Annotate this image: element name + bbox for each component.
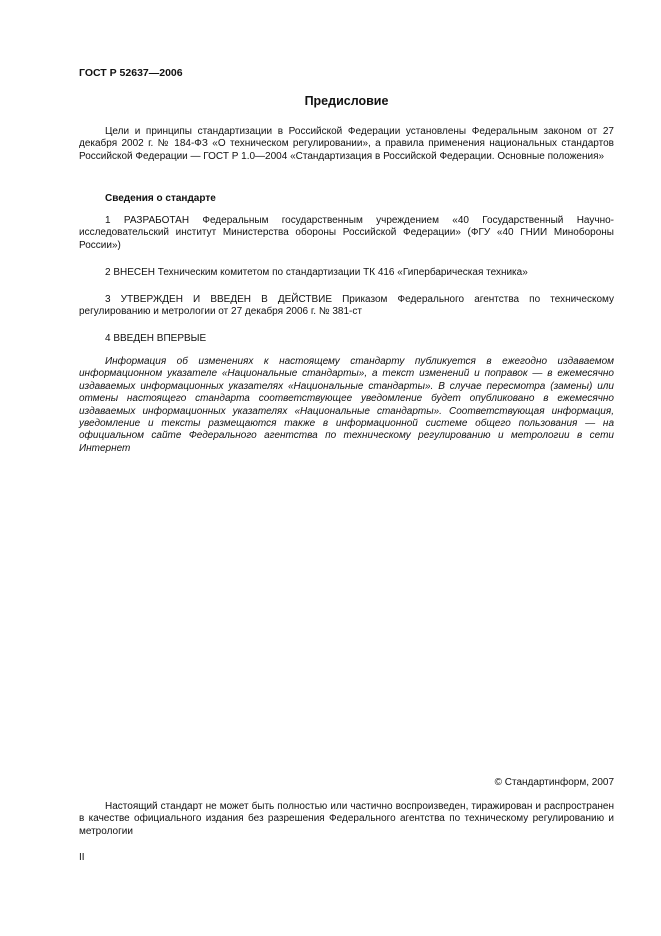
intro-paragraph: Цели и принципы стандартизации в Российской Федерации установлены Федеральным законом от 27 декабря 2002 г. № 184-ФЗ «О техническом регулировании», а правила применения национальных стандартов Российской Федерации — ГОСТ Р 1.0—2004 «Стандартизация в Российской Федерации. Основные положения» — [79, 126, 614, 162]
item-developed: 1 РАЗРАБОТАН Федеральным государственным учреждением «40 Государственный Научно-исследовательский институт Министерства обороны Российской Федерации» (ФГУ «40 ГНИИ Минобороны России») — [79, 215, 614, 251]
item-first-introduced: 4 ВВЕДЕН ВПЕРВЫЕ — [105, 333, 207, 344]
reproduction-notice: Настоящий стандарт не может быть полностью или частично воспроизведен, тиражирован и распространен в качестве официального издания без разрешения Федерального агентства по техническому регулированию и метрологии — [79, 801, 614, 837]
item-approved: 3 УТВЕРЖДЕН И ВВЕДЕН В ДЕЙСТВИЕ Приказом Федерального агентства по техническому регулированию и метрологии от 27 декабря 2006 г. № 381-ст — [79, 294, 614, 318]
page-title: Предисловие — [304, 94, 389, 108]
changes-info-paragraph: Информация об изменениях к настоящему стандарту публикуется в ежегодно издаваемом информационном указателе «Национальные стандарты», а текст изменений и поправок — в ежемесячно издаваемых информационных указателях «Национальные стандарты». В случае пересмотра (замены) или отмены настоящего стандарта соответствующее уведомление будет опубликовано в ежемесячно издаваемых информационных указателях «Национальные стандарты». Соответствующая информация, уведомление и тексты размещаются также в информационной системе общего пользования — на официальном сайте Федерального агентства по техническому регулированию и метрологии в сети Интернет — [79, 356, 614, 454]
standard-info-heading: Сведения о стандарте — [105, 193, 216, 204]
item-submitted: 2 ВНЕСЕН Техническим комитетом по стандартизации ТК 416 «Гипербарическая техника» — [105, 267, 528, 278]
copyright-notice: © Стандартинформ, 2007 — [494, 777, 614, 788]
page-number: II — [79, 852, 85, 863]
document-code: ГОСТ Р 52637—2006 — [79, 67, 183, 79]
